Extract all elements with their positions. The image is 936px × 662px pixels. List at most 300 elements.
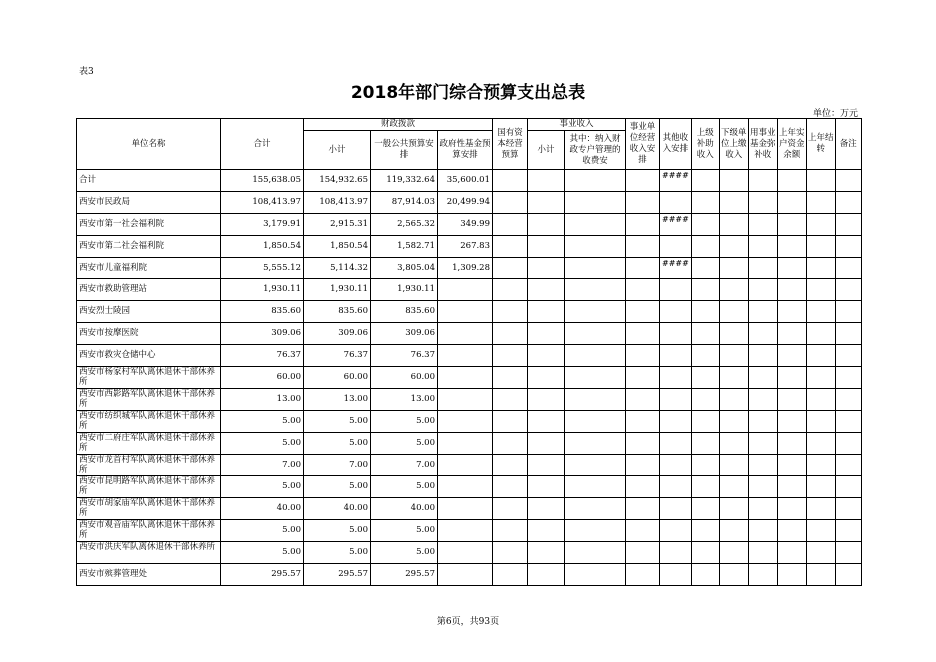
cell-other-income [660, 564, 692, 586]
cell-business-operating [626, 323, 660, 345]
cell-superior-subsidy [691, 388, 719, 410]
cell-unit-name: 西安市按摩医院 [77, 323, 221, 345]
cell-prior-balance [777, 170, 806, 192]
cell-subordinate-income [719, 498, 748, 520]
cell-business-operating [626, 476, 660, 498]
table-row [77, 388, 862, 410]
cell-fiscal-subtotal: 5.00 [304, 542, 371, 564]
cell-business-operating [626, 345, 660, 367]
cell-prior-balance [777, 388, 806, 410]
cell-superior-subsidy [691, 367, 719, 389]
cell-gov-fund [438, 410, 493, 432]
cell-general-budget: 40.00 [371, 498, 438, 520]
cell-fund-compensation [748, 279, 777, 301]
cell-remarks [835, 323, 861, 345]
cell-total: 5.00 [221, 520, 304, 542]
cell-general-budget: 13.00 [371, 388, 438, 410]
budget-table [76, 118, 862, 586]
table-row [77, 191, 862, 213]
cell-prior-balance [777, 191, 806, 213]
cell-business-subtotal [528, 279, 565, 301]
cell-business-special [565, 345, 626, 367]
cell-remarks [835, 520, 861, 542]
cell-gov-fund: 349.99 [438, 213, 493, 235]
header-fiscal-subtotal: 小计 [304, 131, 371, 170]
cell-general-budget: 3,805.04 [371, 257, 438, 279]
cell-business-operating [626, 520, 660, 542]
cell-business-special [565, 564, 626, 586]
cell-fund-compensation [748, 301, 777, 323]
cell-total: 60.00 [221, 367, 304, 389]
cell-total: 76.37 [221, 345, 304, 367]
table-row [77, 367, 862, 389]
cell-state-capital [493, 301, 528, 323]
cell-business-special [565, 170, 626, 192]
cell-business-special [565, 323, 626, 345]
cell-fiscal-subtotal: 76.37 [304, 345, 371, 367]
cell-unit-name: 西安市殡葬管理处 [77, 564, 221, 586]
cell-fiscal-subtotal: 1,930.11 [304, 279, 371, 301]
cell-total: 1,850.54 [221, 235, 304, 257]
cell-fiscal-subtotal: 7.00 [304, 454, 371, 476]
cell-prior-carryover [806, 388, 835, 410]
cell-other-income [660, 432, 692, 454]
cell-business-subtotal [528, 520, 565, 542]
cell-total: 108,413.97 [221, 191, 304, 213]
cell-unit-name: 西安市第一社会福利院 [77, 213, 221, 235]
cell-business-operating [626, 213, 660, 235]
cell-gov-fund [438, 476, 493, 498]
cell-total: 5,555.12 [221, 257, 304, 279]
cell-gov-fund [438, 520, 493, 542]
cell-remarks [835, 388, 861, 410]
table-row [77, 213, 862, 235]
cell-unit-name: 西安市二府庄军队离休退休干部休养所 [77, 432, 221, 454]
cell-gov-fund [438, 323, 493, 345]
cell-general-budget: 119,332.64 [371, 170, 438, 192]
cell-business-operating [626, 410, 660, 432]
cell-superior-subsidy [691, 301, 719, 323]
cell-total: 295.57 [221, 564, 304, 586]
header-total: 合计 [221, 119, 304, 170]
cell-subordinate-income [719, 520, 748, 542]
cell-state-capital [493, 520, 528, 542]
header-other-income: 其他收入安排 [660, 119, 692, 170]
header-business-income: 事业收入 [528, 119, 626, 131]
cell-unit-name: 西安市观音庙军队离休退休干部休养所 [77, 520, 221, 542]
cell-superior-subsidy [691, 498, 719, 520]
cell-remarks [835, 235, 861, 257]
cell-business-special [565, 432, 626, 454]
cell-prior-carryover [806, 345, 835, 367]
header-subordinate-income: 下级单位上缴收入 [719, 119, 748, 170]
cell-business-subtotal [528, 213, 565, 235]
cell-unit-name: 西安市胡家庙军队离休退休干部休养所 [77, 498, 221, 520]
cell-total: 5.00 [221, 410, 304, 432]
cell-prior-balance [777, 498, 806, 520]
cell-business-subtotal [528, 345, 565, 367]
cell-general-budget: 5.00 [371, 476, 438, 498]
cell-subordinate-income [719, 279, 748, 301]
header-general-budget: 一般公共预算安排 [371, 131, 438, 170]
cell-gov-fund [438, 454, 493, 476]
cell-state-capital [493, 323, 528, 345]
table-row [77, 170, 862, 192]
cell-prior-balance [777, 432, 806, 454]
cell-business-subtotal [528, 235, 565, 257]
cell-general-budget: 5.00 [371, 410, 438, 432]
cell-fund-compensation [748, 476, 777, 498]
cell-fund-compensation [748, 191, 777, 213]
cell-other-income: #### [660, 257, 692, 279]
cell-gov-fund: 267.83 [438, 235, 493, 257]
cell-subordinate-income [719, 410, 748, 432]
cell-prior-carryover [806, 564, 835, 586]
cell-superior-subsidy [691, 213, 719, 235]
table-row [77, 257, 862, 279]
cell-gov-fund: 35,600.01 [438, 170, 493, 192]
cell-gov-fund: 20,499.94 [438, 191, 493, 213]
table-row [77, 476, 862, 498]
cell-state-capital [493, 432, 528, 454]
cell-general-budget: 5.00 [371, 432, 438, 454]
cell-subordinate-income [719, 257, 748, 279]
cell-business-subtotal [528, 170, 565, 192]
cell-prior-balance [777, 454, 806, 476]
cell-prior-balance [777, 345, 806, 367]
cell-remarks [835, 213, 861, 235]
cell-general-budget: 309.06 [371, 323, 438, 345]
cell-superior-subsidy [691, 476, 719, 498]
cell-unit-name: 西安市儿童福利院 [77, 257, 221, 279]
table-row [77, 520, 862, 542]
cell-fiscal-subtotal: 2,915.31 [304, 213, 371, 235]
cell-remarks [835, 476, 861, 498]
cell-business-special [565, 520, 626, 542]
cell-general-budget: 1,582.71 [371, 235, 438, 257]
cell-general-budget: 835.60 [371, 301, 438, 323]
cell-business-special [565, 476, 626, 498]
cell-fiscal-subtotal: 40.00 [304, 498, 371, 520]
cell-business-special [565, 213, 626, 235]
cell-subordinate-income [719, 476, 748, 498]
cell-fund-compensation [748, 454, 777, 476]
cell-fiscal-subtotal: 108,413.97 [304, 191, 371, 213]
cell-fiscal-subtotal: 835.60 [304, 301, 371, 323]
cell-prior-balance [777, 542, 806, 564]
cell-business-operating [626, 170, 660, 192]
cell-general-budget: 60.00 [371, 367, 438, 389]
cell-prior-carryover [806, 301, 835, 323]
cell-subordinate-income [719, 235, 748, 257]
cell-business-operating [626, 235, 660, 257]
cell-subordinate-income [719, 191, 748, 213]
cell-total: 13.00 [221, 388, 304, 410]
cell-prior-carryover [806, 542, 835, 564]
cell-subordinate-income [719, 454, 748, 476]
header-state-capital: 国有资本经营预算 [493, 119, 528, 170]
cell-business-operating [626, 454, 660, 476]
cell-business-subtotal [528, 301, 565, 323]
cell-gov-fund [438, 301, 493, 323]
cell-business-operating [626, 367, 660, 389]
cell-state-capital [493, 476, 528, 498]
cell-state-capital [493, 410, 528, 432]
cell-state-capital [493, 367, 528, 389]
cell-state-capital [493, 170, 528, 192]
cell-state-capital [493, 213, 528, 235]
header-business-special: 其中：纳入财政专户管理的收费安 [565, 131, 626, 170]
cell-state-capital [493, 388, 528, 410]
header-business-subtotal: 小计 [528, 131, 565, 170]
cell-business-operating [626, 279, 660, 301]
cell-business-operating [626, 257, 660, 279]
cell-total: 835.60 [221, 301, 304, 323]
cell-fund-compensation [748, 388, 777, 410]
cell-remarks [835, 170, 861, 192]
cell-business-operating [626, 191, 660, 213]
cell-prior-balance [777, 367, 806, 389]
cell-total: 309.06 [221, 323, 304, 345]
page-title: 2018年部门综合预算支出总表 [350, 83, 586, 103]
cell-fiscal-subtotal: 13.00 [304, 388, 371, 410]
cell-total: 5.00 [221, 542, 304, 564]
cell-business-subtotal [528, 257, 565, 279]
cell-fund-compensation [748, 170, 777, 192]
cell-superior-subsidy [691, 191, 719, 213]
cell-fiscal-subtotal: 154,932.65 [304, 170, 371, 192]
header-business-operating: 事业单位经营收入安排 [626, 119, 660, 170]
cell-other-income [660, 476, 692, 498]
cell-total: 40.00 [221, 498, 304, 520]
cell-prior-carryover [806, 257, 835, 279]
table-row [77, 323, 862, 345]
cell-gov-fund [438, 564, 493, 586]
cell-other-income [660, 301, 692, 323]
cell-total: 5.00 [221, 432, 304, 454]
cell-superior-subsidy [691, 170, 719, 192]
cell-other-income [660, 235, 692, 257]
table-row [77, 454, 862, 476]
cell-business-special [565, 388, 626, 410]
cell-business-operating [626, 388, 660, 410]
cell-remarks [835, 564, 861, 586]
cell-subordinate-income [719, 388, 748, 410]
header-fund-compensation: 用事业基金弥补收 [748, 119, 777, 170]
cell-business-special [565, 367, 626, 389]
cell-prior-carryover [806, 498, 835, 520]
cell-remarks [835, 191, 861, 213]
cell-business-special [565, 235, 626, 257]
cell-business-subtotal [528, 388, 565, 410]
header-superior-subsidy: 上级补助收入 [691, 119, 719, 170]
cell-total: 1,930.11 [221, 279, 304, 301]
unit-label: 单位：万元 [812, 109, 858, 119]
cell-fund-compensation [748, 213, 777, 235]
cell-superior-subsidy [691, 323, 719, 345]
cell-fund-compensation [748, 498, 777, 520]
cell-prior-carryover [806, 454, 835, 476]
cell-business-special [565, 454, 626, 476]
cell-fund-compensation [748, 520, 777, 542]
cell-business-subtotal [528, 476, 565, 498]
cell-other-income [660, 410, 692, 432]
header-gov-fund: 政府性基金预算安排 [438, 131, 493, 170]
cell-fiscal-subtotal: 5,114.32 [304, 257, 371, 279]
table-number-label: 表3 [79, 67, 94, 77]
cell-fund-compensation [748, 323, 777, 345]
cell-fiscal-subtotal: 295.57 [304, 564, 371, 586]
header-fiscal: 财政拨款 [304, 119, 493, 131]
cell-other-income [660, 191, 692, 213]
cell-prior-carryover [806, 170, 835, 192]
cell-business-subtotal [528, 498, 565, 520]
cell-fiscal-subtotal: 309.06 [304, 323, 371, 345]
cell-total: 5.00 [221, 476, 304, 498]
cell-business-special [565, 542, 626, 564]
cell-business-operating [626, 498, 660, 520]
cell-gov-fund: 1,309.28 [438, 257, 493, 279]
cell-total: 3,179.91 [221, 213, 304, 235]
cell-superior-subsidy [691, 410, 719, 432]
cell-prior-balance [777, 279, 806, 301]
cell-prior-carryover [806, 476, 835, 498]
cell-business-subtotal [528, 564, 565, 586]
cell-business-special [565, 279, 626, 301]
cell-prior-balance [777, 235, 806, 257]
cell-gov-fund [438, 388, 493, 410]
cell-fund-compensation [748, 345, 777, 367]
page-footer: 第6页，共93页 [436, 617, 500, 627]
cell-business-subtotal [528, 191, 565, 213]
cell-prior-carryover [806, 279, 835, 301]
cell-fund-compensation [748, 235, 777, 257]
cell-fund-compensation [748, 564, 777, 586]
table-body [77, 170, 862, 586]
table-row [77, 564, 862, 586]
cell-general-budget: 7.00 [371, 454, 438, 476]
cell-prior-balance [777, 564, 806, 586]
cell-general-budget: 87,914.03 [371, 191, 438, 213]
cell-prior-carryover [806, 235, 835, 257]
cell-superior-subsidy [691, 454, 719, 476]
cell-prior-balance [777, 410, 806, 432]
cell-unit-name: 西安市昆明路军队离休退休干部休养所 [77, 476, 221, 498]
cell-prior-carryover [806, 213, 835, 235]
cell-other-income [660, 367, 692, 389]
cell-fund-compensation [748, 432, 777, 454]
cell-unit-name: 西安市龙首村军队离休退休干部休养所 [77, 454, 221, 476]
cell-prior-balance [777, 520, 806, 542]
cell-remarks [835, 542, 861, 564]
cell-fiscal-subtotal: 5.00 [304, 410, 371, 432]
cell-remarks [835, 367, 861, 389]
cell-state-capital [493, 454, 528, 476]
cell-prior-balance [777, 213, 806, 235]
cell-general-budget: 5.00 [371, 520, 438, 542]
cell-superior-subsidy [691, 432, 719, 454]
cell-fund-compensation [748, 257, 777, 279]
cell-other-income [660, 542, 692, 564]
header-remarks: 备注 [835, 119, 861, 170]
cell-state-capital [493, 564, 528, 586]
cell-fund-compensation [748, 410, 777, 432]
cell-business-subtotal [528, 323, 565, 345]
cell-fiscal-subtotal: 5.00 [304, 432, 371, 454]
cell-superior-subsidy [691, 257, 719, 279]
table-row [77, 345, 862, 367]
cell-unit-name: 西安市西影路军队离休退休干部休养所 [77, 388, 221, 410]
cell-business-subtotal [528, 432, 565, 454]
cell-state-capital [493, 235, 528, 257]
cell-business-special [565, 191, 626, 213]
cell-prior-balance [777, 257, 806, 279]
cell-superior-subsidy [691, 520, 719, 542]
cell-general-budget: 76.37 [371, 345, 438, 367]
cell-general-budget: 1,930.11 [371, 279, 438, 301]
cell-remarks [835, 345, 861, 367]
cell-general-budget: 2,565.32 [371, 213, 438, 235]
table-row [77, 301, 862, 323]
cell-remarks [835, 432, 861, 454]
cell-general-budget: 295.57 [371, 564, 438, 586]
cell-unit-name: 合计 [77, 170, 221, 192]
cell-unit-name: 西安市纺织城军队离休退休干部休养所 [77, 410, 221, 432]
cell-state-capital [493, 542, 528, 564]
cell-remarks [835, 279, 861, 301]
cell-prior-balance [777, 476, 806, 498]
cell-subordinate-income [719, 367, 748, 389]
cell-other-income [660, 279, 692, 301]
cell-unit-name: 西安市洪庆军队离休退休干部休养所 [77, 542, 221, 564]
cell-subordinate-income [719, 542, 748, 564]
cell-business-subtotal [528, 542, 565, 564]
header-unit-name: 单位名称 [77, 119, 221, 170]
cell-gov-fund [438, 542, 493, 564]
cell-fiscal-subtotal: 5.00 [304, 476, 371, 498]
cell-prior-carryover [806, 520, 835, 542]
cell-fiscal-subtotal: 1,850.54 [304, 235, 371, 257]
cell-total: 155,638.05 [221, 170, 304, 192]
cell-superior-subsidy [691, 345, 719, 367]
cell-other-income [660, 345, 692, 367]
cell-fiscal-subtotal: 5.00 [304, 520, 371, 542]
table-row [77, 542, 862, 564]
cell-remarks [835, 410, 861, 432]
cell-subordinate-income [719, 432, 748, 454]
cell-subordinate-income [719, 323, 748, 345]
cell-gov-fund [438, 345, 493, 367]
cell-other-income [660, 323, 692, 345]
cell-superior-subsidy [691, 235, 719, 257]
cell-remarks [835, 498, 861, 520]
cell-superior-subsidy [691, 542, 719, 564]
cell-subordinate-income [719, 345, 748, 367]
cell-prior-balance [777, 323, 806, 345]
cell-state-capital [493, 191, 528, 213]
cell-general-budget: 5.00 [371, 542, 438, 564]
cell-remarks [835, 257, 861, 279]
cell-subordinate-income [719, 564, 748, 586]
cell-other-income [660, 520, 692, 542]
cell-business-operating [626, 432, 660, 454]
table-row [77, 410, 862, 432]
cell-total: 7.00 [221, 454, 304, 476]
table-row [77, 235, 862, 257]
cell-gov-fund [438, 432, 493, 454]
cell-prior-carryover [806, 367, 835, 389]
table-row [77, 279, 862, 301]
